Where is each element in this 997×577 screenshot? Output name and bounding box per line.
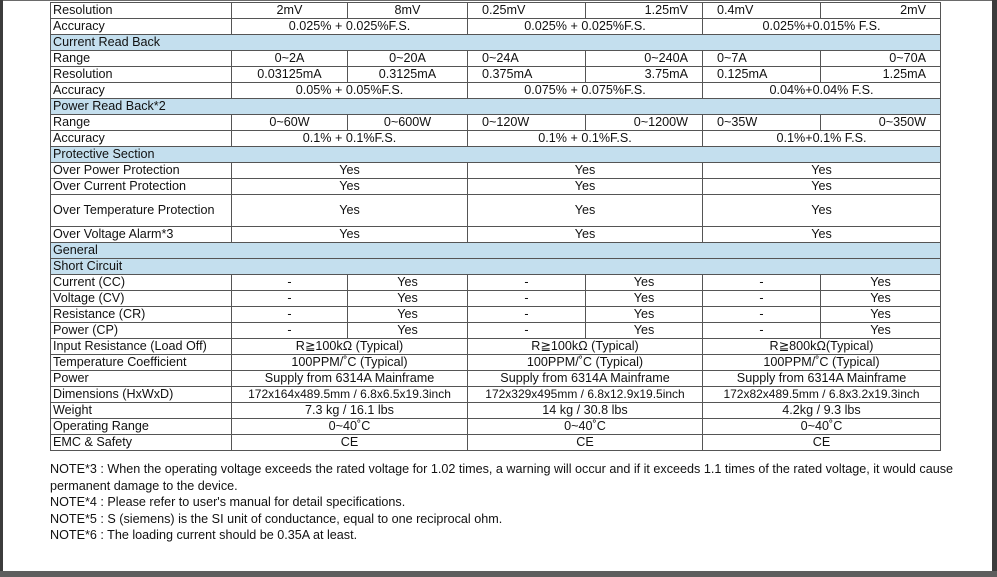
note-4: NOTE*4 : Please refer to user's manual for detail specifications. bbox=[50, 495, 406, 509]
cell: 0.125mA bbox=[703, 67, 821, 83]
cell: 1.25mA bbox=[821, 67, 941, 83]
cell: 0~7A bbox=[703, 51, 821, 67]
cell: 4.2kg / 9.3 lbs bbox=[703, 403, 941, 419]
cell: Yes bbox=[821, 307, 941, 323]
cell: 14 kg / 30.8 lbs bbox=[468, 403, 703, 419]
cell: 0.025%+0.015% F.S. bbox=[703, 19, 941, 35]
section-title: Protective Section bbox=[51, 147, 941, 163]
cell: - bbox=[468, 275, 586, 291]
row-label: Over Voltage Alarm*3 bbox=[51, 227, 232, 243]
table-row bbox=[51, 163, 941, 179]
table-row bbox=[51, 131, 941, 147]
cell: Yes bbox=[348, 323, 468, 339]
cell: 0~600W bbox=[348, 115, 468, 131]
cell: 0.075% + 0.075%F.S. bbox=[468, 83, 703, 99]
table-row bbox=[51, 179, 941, 195]
cell: 0.25mV bbox=[468, 3, 586, 19]
cell: CE bbox=[703, 435, 941, 451]
cell: CE bbox=[232, 435, 468, 451]
table-row bbox=[51, 3, 941, 19]
cell: Yes bbox=[232, 195, 468, 227]
cell: Yes bbox=[348, 307, 468, 323]
frame-right-border bbox=[992, 0, 997, 577]
cell: 2mV bbox=[232, 3, 348, 19]
table-row bbox=[51, 339, 941, 355]
row-label: Accuracy bbox=[51, 19, 232, 35]
cell: - bbox=[232, 323, 348, 339]
table-row bbox=[51, 83, 941, 99]
row-label: Over Current Protection bbox=[51, 179, 232, 195]
cell: 172x164x489.5mm / 6.8x6.5x19.3inch bbox=[232, 387, 468, 403]
cell: 0.03125mA bbox=[232, 67, 348, 83]
frame-top-line bbox=[0, 0, 997, 1]
cell: Yes bbox=[586, 323, 703, 339]
cell: 0.025% + 0.025%F.S. bbox=[468, 19, 703, 35]
cell: Supply from 6314A Mainframe bbox=[468, 371, 703, 387]
cell: 0~40˚C bbox=[703, 419, 941, 435]
notes-block bbox=[50, 461, 970, 544]
cell: Yes bbox=[586, 307, 703, 323]
cell: Yes bbox=[348, 291, 468, 307]
section-header bbox=[51, 35, 941, 51]
table-row bbox=[51, 419, 941, 435]
cell: 0~60W bbox=[232, 115, 348, 131]
cell: Yes bbox=[586, 275, 703, 291]
cell: Yes bbox=[703, 179, 941, 195]
row-label: Resolution bbox=[51, 3, 232, 19]
cell: 0~2A bbox=[232, 51, 348, 67]
cell: 0.375mA bbox=[468, 67, 586, 83]
cell: Yes bbox=[232, 179, 468, 195]
table-row bbox=[51, 371, 941, 387]
row-label: Accuracy bbox=[51, 83, 232, 99]
cell: 0~20A bbox=[348, 51, 468, 67]
row-label: Resistance (CR) bbox=[51, 307, 232, 323]
cell: 0~24A bbox=[468, 51, 586, 67]
cell: 0~350W bbox=[821, 115, 941, 131]
cell: Yes bbox=[468, 179, 703, 195]
section-header bbox=[51, 147, 941, 163]
row-label: Voltage (CV) bbox=[51, 291, 232, 307]
section-header bbox=[51, 99, 941, 115]
cell: 0~40˚C bbox=[232, 419, 468, 435]
row-label: Range bbox=[51, 51, 232, 67]
cell: 2mV bbox=[821, 3, 941, 19]
table-row bbox=[51, 275, 941, 291]
table-row bbox=[51, 403, 941, 419]
cell: - bbox=[232, 307, 348, 323]
frame-bottom-border bbox=[0, 571, 997, 577]
cell: Yes bbox=[703, 227, 941, 243]
cell: Supply from 6314A Mainframe bbox=[232, 371, 468, 387]
row-label: Over Temperature Protection bbox=[51, 195, 232, 227]
section-title: General bbox=[51, 243, 941, 259]
cell: 1.25mV bbox=[586, 3, 703, 19]
table-row bbox=[51, 227, 941, 243]
row-label: Range bbox=[51, 115, 232, 131]
cell: Yes bbox=[703, 163, 941, 179]
cell: 0~40˚C bbox=[468, 419, 703, 435]
note-6: NOTE*6 : The loading current should be 0.35A at least. bbox=[50, 528, 358, 542]
cell: 172x82x489.5mm / 6.8x3.2x19.3inch bbox=[703, 387, 941, 403]
row-label: Over Power Protection bbox=[51, 163, 232, 179]
cell: 0.025% + 0.025%F.S. bbox=[232, 19, 468, 35]
cell: Yes bbox=[468, 195, 703, 227]
cell: - bbox=[468, 323, 586, 339]
cell: - bbox=[232, 291, 348, 307]
cell: Yes bbox=[703, 195, 941, 227]
row-label: Weight bbox=[51, 403, 232, 419]
spec-table bbox=[50, 2, 941, 451]
table-row bbox=[51, 355, 941, 371]
table-row bbox=[51, 291, 941, 307]
cell: 0~1200W bbox=[586, 115, 703, 131]
cell: 0.04%+0.04% F.S. bbox=[703, 83, 941, 99]
table-row bbox=[51, 323, 941, 339]
cell: 0.05% + 0.05%F.S. bbox=[232, 83, 468, 99]
cell: - bbox=[703, 307, 821, 323]
row-label: Resolution bbox=[51, 67, 232, 83]
table-row bbox=[51, 195, 941, 227]
cell: 172x329x495mm / 6.8x12.9x19.5inch bbox=[468, 387, 703, 403]
cell: Yes bbox=[586, 291, 703, 307]
cell: - bbox=[703, 275, 821, 291]
cell: R≧100kΩ (Typical) bbox=[232, 339, 468, 355]
cell: Yes bbox=[348, 275, 468, 291]
table-row bbox=[51, 67, 941, 83]
cell: 7.3 kg / 16.1 lbs bbox=[232, 403, 468, 419]
cell: Supply from 6314A Mainframe bbox=[703, 371, 941, 387]
row-label: Operating Range bbox=[51, 419, 232, 435]
cell: 0.1%+0.1% F.S. bbox=[703, 131, 941, 147]
note-3: NOTE*3 : When the operating voltage exceeds the rated voltage for 1.02 times, a warning will occur and if it exceeds 1.1 times of the rated voltage, it would cause permanent damage to the device. bbox=[50, 462, 954, 493]
row-label: Input Resistance (Load Off) bbox=[51, 339, 232, 355]
cell: Yes bbox=[232, 227, 468, 243]
cell: Yes bbox=[821, 323, 941, 339]
cell: 0.1% + 0.1%F.S. bbox=[468, 131, 703, 147]
cell: 100PPM/˚C (Typical) bbox=[468, 355, 703, 371]
cell: R≧800kΩ(Typical) bbox=[703, 339, 941, 355]
frame-left-border bbox=[0, 0, 3, 577]
section-title: Short Circuit bbox=[51, 259, 941, 275]
cell: Yes bbox=[821, 291, 941, 307]
table-row bbox=[51, 51, 941, 67]
note-5: NOTE*5 : S (siemens) is the SI unit of conductance, equal to one reciprocal ohm. bbox=[50, 511, 503, 526]
table-row bbox=[51, 435, 941, 451]
cell: Yes bbox=[821, 275, 941, 291]
cell: 8mV bbox=[348, 3, 468, 19]
cell: R≧100kΩ (Typical) bbox=[468, 339, 703, 355]
table-row bbox=[51, 307, 941, 323]
section-title: Power Read Back*2 bbox=[51, 99, 941, 115]
cell: Yes bbox=[232, 163, 468, 179]
cell: 0~240A bbox=[586, 51, 703, 67]
cell: 100PPM/˚C (Typical) bbox=[703, 355, 941, 371]
table-row bbox=[51, 387, 941, 403]
cell: - bbox=[232, 275, 348, 291]
cell: 0.3125mA bbox=[348, 67, 468, 83]
cell: 3.75mA bbox=[586, 67, 703, 83]
cell: 0.1% + 0.1%F.S. bbox=[232, 131, 468, 147]
cell: 0~70A bbox=[821, 51, 941, 67]
cell: - bbox=[703, 323, 821, 339]
section-header bbox=[51, 259, 941, 275]
cell: 100PPM/˚C (Typical) bbox=[232, 355, 468, 371]
section-header bbox=[51, 243, 941, 259]
cell: 0~120W bbox=[468, 115, 586, 131]
cell: 0~35W bbox=[703, 115, 821, 131]
cell: CE bbox=[468, 435, 703, 451]
cell: 0.4mV bbox=[703, 3, 821, 19]
cell: - bbox=[468, 307, 586, 323]
section-title: Current Read Back bbox=[51, 35, 941, 51]
row-label: Power bbox=[51, 371, 232, 387]
row-label: Power (CP) bbox=[51, 323, 232, 339]
row-label: EMC & Safety bbox=[51, 435, 232, 451]
table-row bbox=[51, 19, 941, 35]
row-label: Dimensions (HxWxD) bbox=[51, 387, 232, 403]
row-label: Temperature Coefficient bbox=[51, 355, 232, 371]
cell: - bbox=[468, 291, 586, 307]
cell: - bbox=[703, 291, 821, 307]
cell: Yes bbox=[468, 227, 703, 243]
cell: Yes bbox=[468, 163, 703, 179]
table-row bbox=[51, 115, 941, 131]
row-label: Accuracy bbox=[51, 131, 232, 147]
row-label: Current (CC) bbox=[51, 275, 232, 291]
